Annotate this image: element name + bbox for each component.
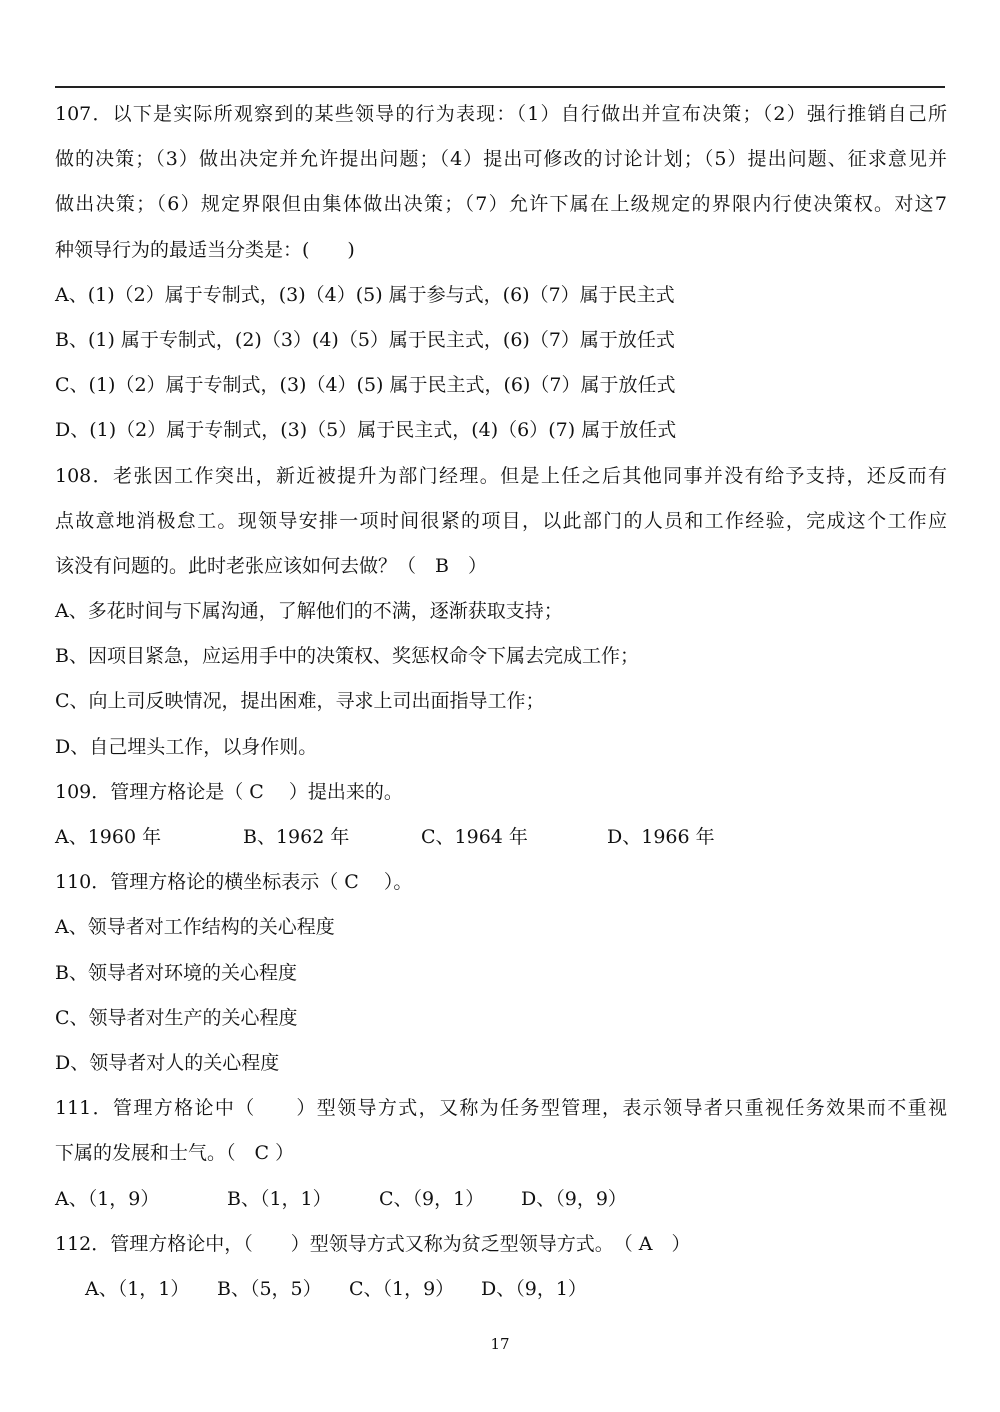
question-109-option-c: C、1964 年 xyxy=(421,826,528,848)
question-108-line-2: 点故意地消极怠工。现领导安排一项时间很紧的项目，以此部门的人员和工作经验，完成这个工作应 xyxy=(55,509,947,532)
question-109-option-a: A、1960 年 xyxy=(55,826,162,848)
header-rule xyxy=(55,86,945,88)
question-107-option-d: D、(1)（2）属于专制式，(3)（5）属于民主式，(4)（6）(7) 属于放任式 xyxy=(55,419,677,442)
question-109: 109．管理方格论是（ C ）提出来的。 xyxy=(55,780,403,803)
question-108-option-a: A、多花时间与下属沟通，了解他们的不满，逐渐获取支持； xyxy=(55,600,563,623)
question-112-option-d: D、（9，1） xyxy=(481,1277,587,1300)
question-109-option-b: B、1962 年 xyxy=(243,826,350,848)
question-111-option-a: A、（1，9） xyxy=(55,1187,160,1210)
question-108-option-d: D、自己埋头工作，以身作则。 xyxy=(55,735,318,758)
question-107-line-2: 做的决策；（3）做出决定并允许提出问题；（4）提出可修改的讨论计划；（5）提出问题、征求意见并 xyxy=(55,148,947,171)
question-108-option-c: C、向上司反映情况，提出困难，寻求上司出面指导工作； xyxy=(55,690,545,713)
question-110-option-c: C、领导者对生产的关心程度 xyxy=(55,1006,298,1029)
question-111-option-b: B、（1，1） xyxy=(227,1187,332,1210)
question-107-line-3: 做出决策；（6）规定界限但由集体做出决策；（7）允许下属在上级规定的界限内行使决策权。对这7 xyxy=(55,193,947,216)
question-110-option-a: A、领导者对工作结构的关心程度 xyxy=(55,916,335,939)
question-107-option-a: A、(1)（2）属于专制式，(3)（4）(5) 属于参与式，(6)（7）属于民主式 xyxy=(55,283,675,306)
question-109-options xyxy=(55,815,947,860)
page-content xyxy=(55,92,947,1312)
question-111-line-2: 下属的发展和士气。（ C ） xyxy=(55,1142,295,1165)
question-108-line-1: 108．老张因工作突出，新近被提升为部门经理。但是上任之后其他同事并没有给予支持，还反而有 xyxy=(55,464,947,487)
question-112-option-c: C、（1，9） xyxy=(349,1277,455,1300)
question-110-option-d: D、领导者对人的关心程度 xyxy=(55,1051,280,1074)
question-112: 112．管理方格论中，（ ）型领导方式又称为贫乏型领导方式。 （ A ） xyxy=(55,1232,691,1255)
question-112-option-b: B、（5，5） xyxy=(217,1277,322,1300)
question-111-line-1: 111．管理方格论中（ ）型领导方式，又称为任务型管理，表示领导者只重视任务效果而不重视 xyxy=(55,1097,947,1120)
question-112-option-a: A、（1，1） xyxy=(85,1277,190,1300)
question-109-option-d: D、1966 年 xyxy=(607,826,715,848)
question-110: 110．管理方格论的横坐标表示（ C ）。 xyxy=(55,871,413,894)
question-107-line-1: 107．以下是实际所观察到的某些领导的行为表现：（1）自行做出并宣布决策；（2）强行推销自己所 xyxy=(55,103,947,125)
question-107-option-b: B、(1) 属于专制式，(2)（3）(4)（5）属于民主式，(6)（7）属于放任式 xyxy=(55,328,675,351)
question-111-options xyxy=(55,1177,947,1222)
question-107-line-4: 种领导行为的最适当分类是：( ) xyxy=(55,238,355,261)
page-number: 17 xyxy=(490,1335,510,1353)
question-110-option-b: B、领导者对环境的关心程度 xyxy=(55,961,297,984)
question-112-options xyxy=(55,1267,947,1312)
question-107-option-c: C、(1)（2）属于专制式，(3)（4）(5) 属于民主式，(6)（7）属于放任式 xyxy=(55,374,676,397)
question-108-line-3: 该没有问题的。此时老张应该如何去做？（ B ） xyxy=(55,554,487,577)
question-111-option-d: D、（9，9） xyxy=(521,1187,627,1210)
question-111-option-c: C、（9，1） xyxy=(379,1187,485,1210)
question-108-option-b: B、因项目紧急，应运用手中的决策权、奖惩权命令下属去完成工作； xyxy=(55,645,639,668)
